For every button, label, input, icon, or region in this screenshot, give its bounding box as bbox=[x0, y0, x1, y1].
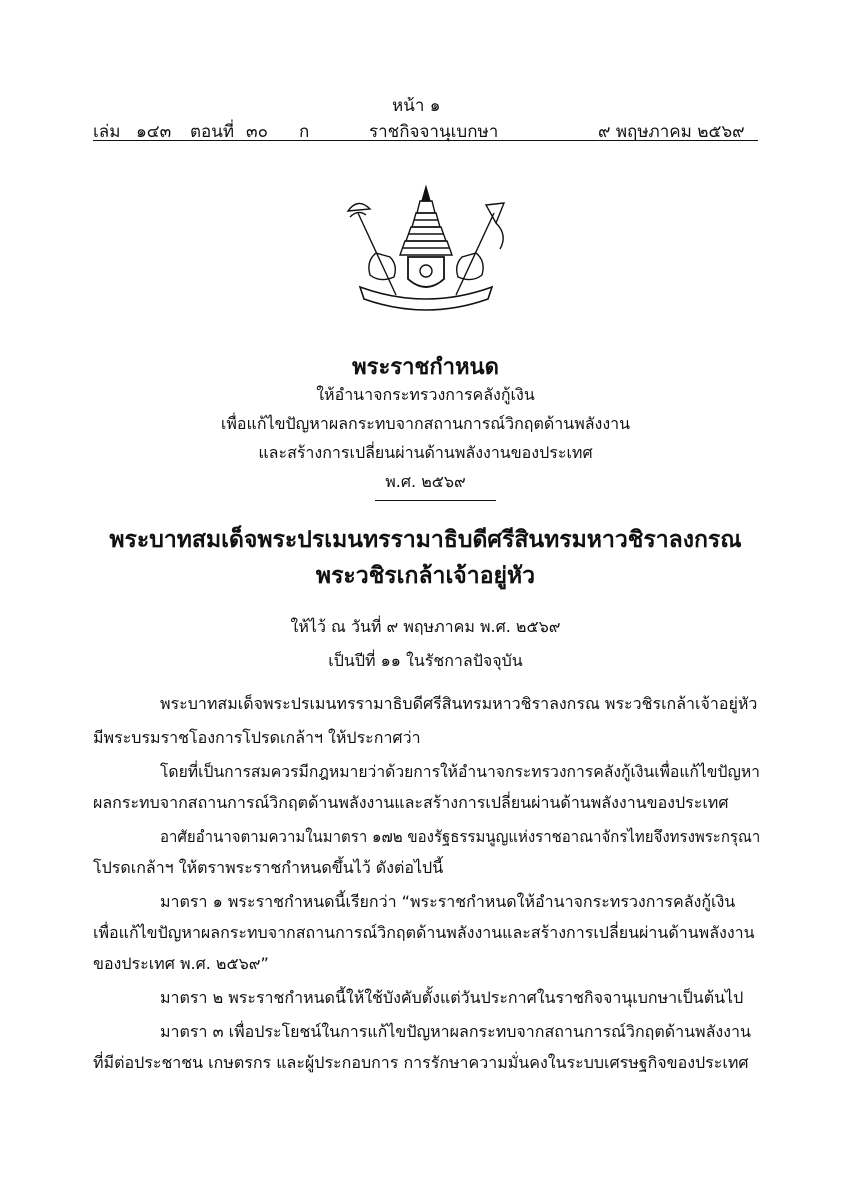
section-letter: ก bbox=[299, 122, 310, 142]
recital-line-2: ผลกระทบจากสถานการณ์วิกฤตด้านพลังงานและสร้างการเปลี่ยนผ่านด้านพลังงานของประเทศ bbox=[93, 793, 729, 812]
preamble-line-1: พระบาทสมเด็จพระปรเมนทรรามาธิบดีศรีสินทรมหาวชิราลงกรณ พระวชิรเกล้าเจ้าอยู่หัว bbox=[160, 694, 758, 713]
royal-emblem bbox=[336, 183, 516, 311]
volume-label: เล่ม bbox=[93, 122, 121, 142]
title-year: พ.ศ. ๒๕๖๙ bbox=[385, 472, 466, 491]
authority-line-2: โปรดเกล้าฯ ให้ตราพระราชกำหนดขึ้นไว้ ดังต่อไปนี้ bbox=[93, 858, 444, 877]
king-name-line-2: พระวชิรเกล้าเจ้าอยู่หัว bbox=[315, 563, 536, 589]
volume-number: ๑๔๓ bbox=[136, 122, 172, 142]
recital-line-1: โดยที่เป็นการสมควรมีกฎหมายว่าด้วยการให้อำนาจกระทรวงการคลังกู้เงินเพื่อแก้ไขปัญหา bbox=[160, 762, 760, 781]
title-divider bbox=[375, 500, 496, 501]
section-3-line-1: มาตรา ๓ เพื่อประโยชน์ในการแก้ไขปัญหาผลกระทบจากสถานการณ์วิกฤตด้านพลังงาน bbox=[160, 1022, 751, 1041]
title-line-2: เพื่อแก้ไขปัญหาผลกระทบจากสถานการณ์วิกฤตด้านพลังงาน bbox=[220, 414, 631, 433]
page-number: หน้า ๑ bbox=[392, 96, 441, 116]
given-date: ให้ไว้ ณ วันที่ ๙ พฤษภาคม พ.ศ. ๒๕๖๙ bbox=[290, 617, 561, 636]
section-2: มาตรา ๒ พระราชกำหนดนี้ให้ใช้บังคับตั้งแต่วันประกาศในราชกิจจานุเบกษาเป็นต้นไป bbox=[160, 988, 744, 1007]
section-1-line-2: เพื่อแก้ไขปัญหาผลกระทบจากสถานการณ์วิกฤตด้านพลังงานและสร้างการเปลี่ยนผ่านด้านพลังงาน bbox=[93, 923, 755, 942]
decree-title: พระราชกำหนด bbox=[352, 355, 499, 380]
title-line-3: และสร้างการเปลี่ยนผ่านด้านพลังงานของประเทศ bbox=[258, 443, 593, 462]
gazette-name: ราชกิจจานุเบกษา bbox=[369, 122, 499, 142]
header-rule bbox=[93, 140, 758, 141]
reign-year: เป็นปีที่ ๑๑ ในรัชกาลปัจจุบัน bbox=[328, 651, 523, 670]
title-line-1: ให้อำนาจกระทรวงการคลังกู้เงิน bbox=[316, 385, 535, 404]
section-3-line-2: ที่มีต่อประชาชน เกษตรกร และผู้ประกอบการ การรักษาความมั่นคงในระบบเศรษฐกิจของประเทศ bbox=[93, 1053, 749, 1072]
king-name-line-1: พระบาทสมเด็จพระปรเมนทรรามาธิบดีศรีสินทรมหาวชิราลงกรณ bbox=[109, 527, 742, 553]
gazette-date: ๙ พฤษภาคม ๒๕๖๙ bbox=[598, 122, 745, 142]
section-1-line-3: ของประเทศ พ.ศ. ๒๕๖๙” bbox=[93, 954, 269, 973]
royal-garuda-emblem-icon bbox=[336, 183, 516, 311]
authority-line-1: อาศัยอำนาจตามความในมาตรา ๑๗๒ ของรัฐธรรมนูญแห่งราชอาณาจักรไทยจึงทรงพระกรุณา bbox=[160, 827, 761, 846]
section-label: ตอนที่ bbox=[190, 122, 235, 142]
section-number: ๓๐ bbox=[246, 122, 268, 142]
section-1-line-1: มาตรา ๑ พระราชกำหนดนี้เรียกว่า “พระราชกำหนดให้อำนาจกระทรวงการคลังกู้เงิน bbox=[160, 892, 736, 911]
preamble-line-2: มีพระบรมราชโองการโปรดเกล้าฯ ให้ประกาศว่า bbox=[93, 728, 421, 747]
